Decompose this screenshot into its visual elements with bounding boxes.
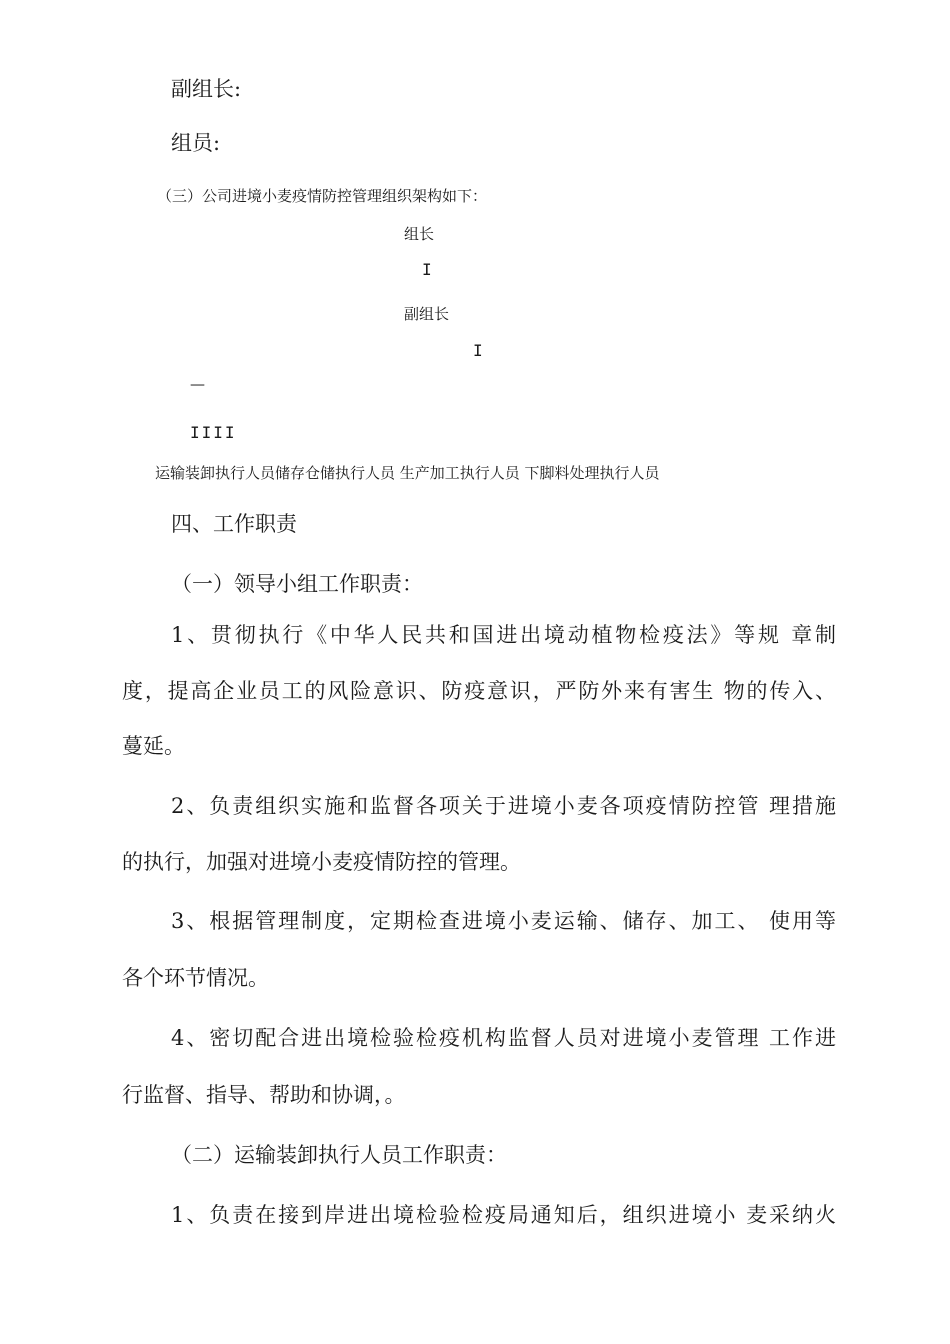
paragraph-line: 4、密切配合进出境检验检疫机构监督人员对进境小麦管理 工作进 [171, 1026, 836, 1050]
org-connector-1: I [422, 260, 432, 279]
paragraph-line: 2、负责组织实施和监督各项关于进境小麦各项疫情防控管 理措施 [171, 794, 836, 818]
paragraph-line: 各个环节情况。 [122, 966, 269, 990]
paragraph-line: 行监督、指导、帮助和协调，。 [122, 1083, 406, 1107]
subsection-1-title: （一）领导小组工作职责： [171, 572, 423, 596]
members-line: 组员: [171, 131, 221, 155]
paragraph-line: 的执行，加强对进境小麦疫情防控的管理。 [122, 850, 521, 874]
subsection-2-title: （二）运输装卸执行人员工作职责： [171, 1143, 507, 1167]
paragraph-line: 1、贯彻执行《中华人民共和国进出境动植物检疫法》等规 章制 [171, 623, 836, 647]
section-4-title: 四、工作职责 [171, 512, 297, 536]
paragraph-line: 1、负责在接到岸进出境检验检疫局通知后，组织进境小 麦采纳火 [171, 1203, 836, 1227]
paragraph-line: 3、根据管理制度，定期检查进境小麦运输、储存、加工、 使用等 [171, 909, 836, 933]
org-chart-heading: （三）公司进境小麦疫情防控管理组织架构如下： [157, 187, 488, 205]
paragraph-line: 度，提高企业员工的风险意识、防疫意识，严防外来有害生 物的传入、 [122, 679, 836, 703]
deputy-leader-line: 副组长: [171, 77, 242, 101]
org-branches: IIII [190, 423, 237, 442]
org-leader-node: 组长 [404, 225, 435, 243]
org-deputy-node: 副组长 [404, 305, 450, 323]
org-roles-line: 运输装卸执行人员储存仓储执行人员 生产加工执行人员 下脚料处理执行人员 [155, 464, 660, 482]
org-dash: — [190, 375, 205, 393]
paragraph-line: 蔓延。 [122, 734, 185, 758]
org-connector-2: I [473, 341, 483, 360]
